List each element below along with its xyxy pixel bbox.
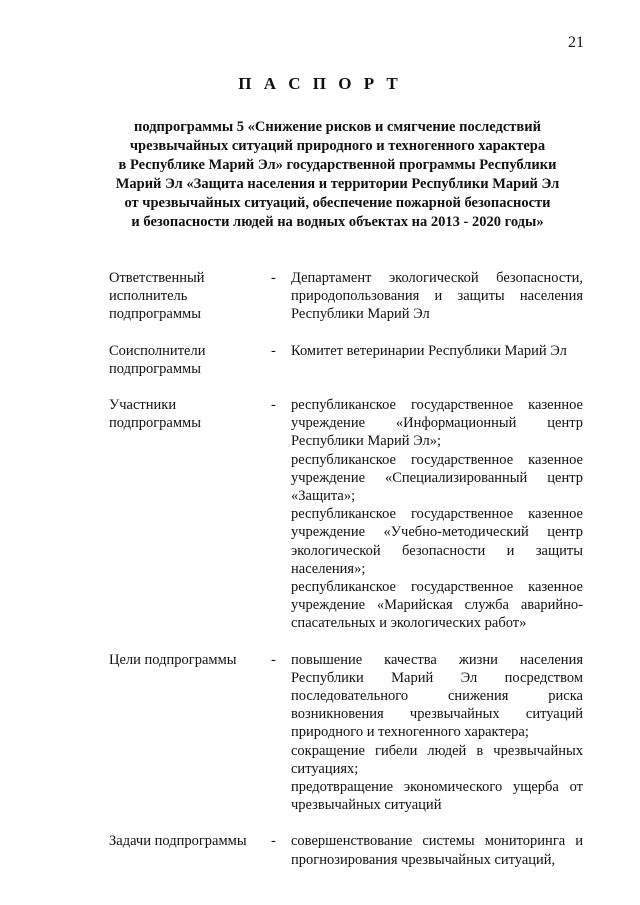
row-label — [109, 269, 271, 324]
row-spacer — [109, 633, 584, 651]
row-spacer — [109, 324, 584, 342]
row-participants — [109, 396, 584, 633]
passport-table — [109, 269, 584, 869]
subtitle-line: от чрезвычайных ситуаций, обеспечение пожарной безопасности — [124, 195, 551, 211]
row-goals — [109, 651, 584, 815]
content-paragraph: республиканское государственное казенное учреждение «Учебно-методический центр экологической безопасности и защиты населения»; — [291, 506, 583, 577]
subtitle-line: и безопасности людей на водных объектах на 2013 - 2020 годы» — [131, 214, 544, 230]
document-title: П А С П О Р Т — [238, 74, 402, 93]
row-label — [109, 342, 271, 378]
label-line: Задачи подпрограммы — [109, 833, 247, 850]
row-label — [109, 651, 271, 815]
label-line: Ответственный — [109, 270, 205, 286]
label-line: Цели подпрограммы — [109, 651, 237, 668]
subtitle-line: подпрограммы 5 «Снижение рисков и смягчение последствий — [134, 119, 541, 135]
row-spacer — [109, 814, 584, 832]
page-number: 21 — [568, 34, 584, 51]
row-dash: - — [271, 833, 276, 850]
content-paragraph: предотвращение экономического ущерба от чрезвычайных ситуаций — [291, 779, 583, 814]
label-line: подпрограммы — [109, 306, 201, 323]
subtitle — [90, 118, 585, 232]
subtitle-line: в Республике Марий Эл» государственной программы Республики — [118, 157, 557, 173]
row-tasks — [109, 832, 584, 868]
subtitle-line: Марий Эл «Защита населения и территории Республики Марий Эл — [115, 176, 560, 192]
row-spacer — [109, 378, 584, 396]
row-dash: - — [271, 342, 276, 359]
label-line: подпрограммы — [109, 415, 201, 432]
label-line: Соисполнители — [109, 342, 206, 359]
row-dash: - — [271, 651, 276, 668]
label-line: исполнитель — [109, 288, 188, 305]
content-paragraph: повышение качества жизни населения Республики Марий Эл посредством последовательного снижения риска возникновения чрезвычайных ситуаций природного и техногенного характера; — [291, 651, 583, 741]
content-paragraph: республиканское государственное казенное учреждение «Информационный центр Республики Марий Эл»; — [291, 397, 583, 450]
content-paragraph: совершенствование системы мониторинга и прогнозирования чрезвычайных ситуаций, — [291, 833, 583, 868]
row-content — [291, 832, 583, 868]
row-content — [291, 651, 583, 815]
subtitle-line: чрезвычайных ситуаций природного и техногенного характера — [129, 138, 546, 154]
row-responsible — [109, 269, 584, 324]
row-label — [109, 396, 271, 633]
label-line: подпрограммы — [109, 360, 201, 377]
row-dash: - — [271, 270, 276, 286]
content-paragraph: Комитет ветеринарии Республики Марий Эл — [291, 342, 567, 359]
row-content — [291, 396, 583, 633]
label-line: Участники — [109, 397, 177, 414]
content-paragraph: Департамент экологической безопасности, природопользования и защиты населения Республики Марий Эл — [291, 270, 583, 323]
row-label — [109, 832, 271, 868]
row-dash: - — [271, 397, 276, 414]
row-co-executors — [109, 342, 584, 378]
row-content — [291, 342, 583, 378]
row-content — [291, 269, 583, 324]
content-paragraph: республиканское государственное казенное учреждение «Марийская служба аварийно-спасательных и экологических работ» — [291, 579, 583, 632]
content-paragraph: республиканское государственное казенное учреждение «Специализированный центр «Защита»; — [291, 451, 583, 505]
content-paragraph: сокращение гибели людей в чрезвычайных ситуациях; — [291, 742, 583, 777]
